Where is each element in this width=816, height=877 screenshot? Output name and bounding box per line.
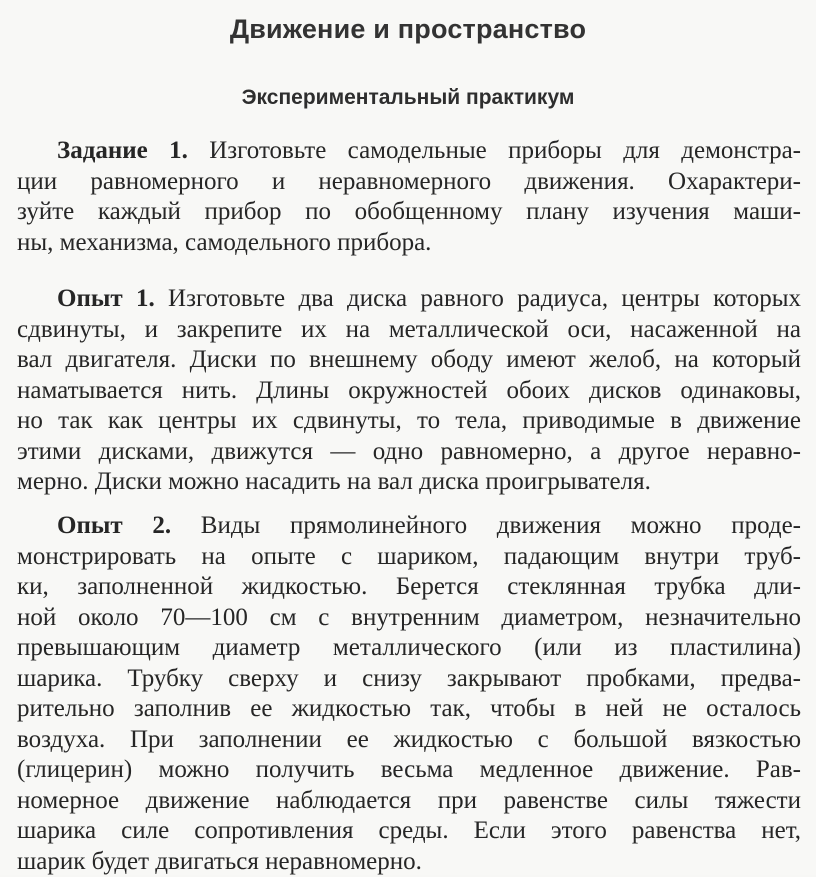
paragraph-line: зуйте каждый прибор по обобщенному плану изучения маши- xyxy=(17,197,801,228)
section-title: Экспериментальный практикум xyxy=(0,86,816,110)
paragraph-line: шарик будет двигаться неравномерно. xyxy=(17,847,801,877)
paragraph-experiment-1 xyxy=(17,284,801,498)
paragraph-line: мерно. Диски можно насадить на вал диска проигрывателя. xyxy=(17,467,801,498)
paragraph-lead: Опыт 1. xyxy=(57,285,155,312)
paragraph-line: рительно заполнив ее жидкостью так, чтобы в ней не осталось xyxy=(17,694,801,725)
paragraph-line: вал двигателя. Диски по внешнему ободу имеют желоб, на который xyxy=(17,345,801,376)
line-text: Изготовьте два диска равного радиуса, центры которых xyxy=(168,285,801,312)
line-text: Виды прямолинейного движения можно проде- xyxy=(201,512,801,539)
paragraph-line: номерное движение наблюдается при равенстве силы тяжести xyxy=(17,786,801,817)
paragraph-line: но так как центры их сдвинуты, то тела, приводимые в движение xyxy=(17,406,801,437)
paragraph-line: воздуха. При заполнении ее жидкостью с большой вязкостью xyxy=(17,725,801,756)
paragraph-line xyxy=(17,284,801,315)
paragraph-line: наматывается нить. Длины окружностей обоих дисков одинаковы, xyxy=(17,376,801,407)
paragraph-line: ной около 70—100 см с внутренним диаметром, незначительно xyxy=(17,603,801,634)
paragraph-line: этими дисками, движутся — одно равномерно, а другое неравно- xyxy=(17,437,801,468)
paragraph-lead: Задание 1. xyxy=(57,137,188,164)
paragraph-experiment-2 xyxy=(17,511,801,877)
chapter-title: Движение и пространство xyxy=(0,14,816,45)
paragraph-line xyxy=(17,511,801,542)
paragraph-lead: Опыт 2. xyxy=(57,512,171,539)
paragraph-line: шарика силе сопротивления среды. Если этого равенства нет, xyxy=(17,816,801,847)
paragraph-line: сдвинуты, и закрепите их на металлической оси, насаженной на xyxy=(17,315,801,346)
paragraph-task-1 xyxy=(17,136,801,258)
line-text: Изготовьте самодельные приборы для демонстра- xyxy=(209,137,801,164)
paragraph-line xyxy=(17,136,801,167)
paragraph-line: шарика. Трубку сверху и снизу закрывают пробками, предва- xyxy=(17,664,801,695)
paragraph-line: ны, механизма, самодельного прибора. xyxy=(17,228,801,259)
paragraph-line: монстрировать на опыте с шариком, падающим внутри труб- xyxy=(17,542,801,573)
paragraph-line: ции равномерного и неравномерного движения. Охарактери- xyxy=(17,167,801,198)
paragraph-line: превышающим диаметр металлического (или из пластилина) xyxy=(17,633,801,664)
paragraph-line: ки, заполненной жидкостью. Берется стеклянная трубка дли- xyxy=(17,572,801,603)
paragraph-line: (глицерин) можно получить весьма медленное движение. Рав- xyxy=(17,755,801,786)
